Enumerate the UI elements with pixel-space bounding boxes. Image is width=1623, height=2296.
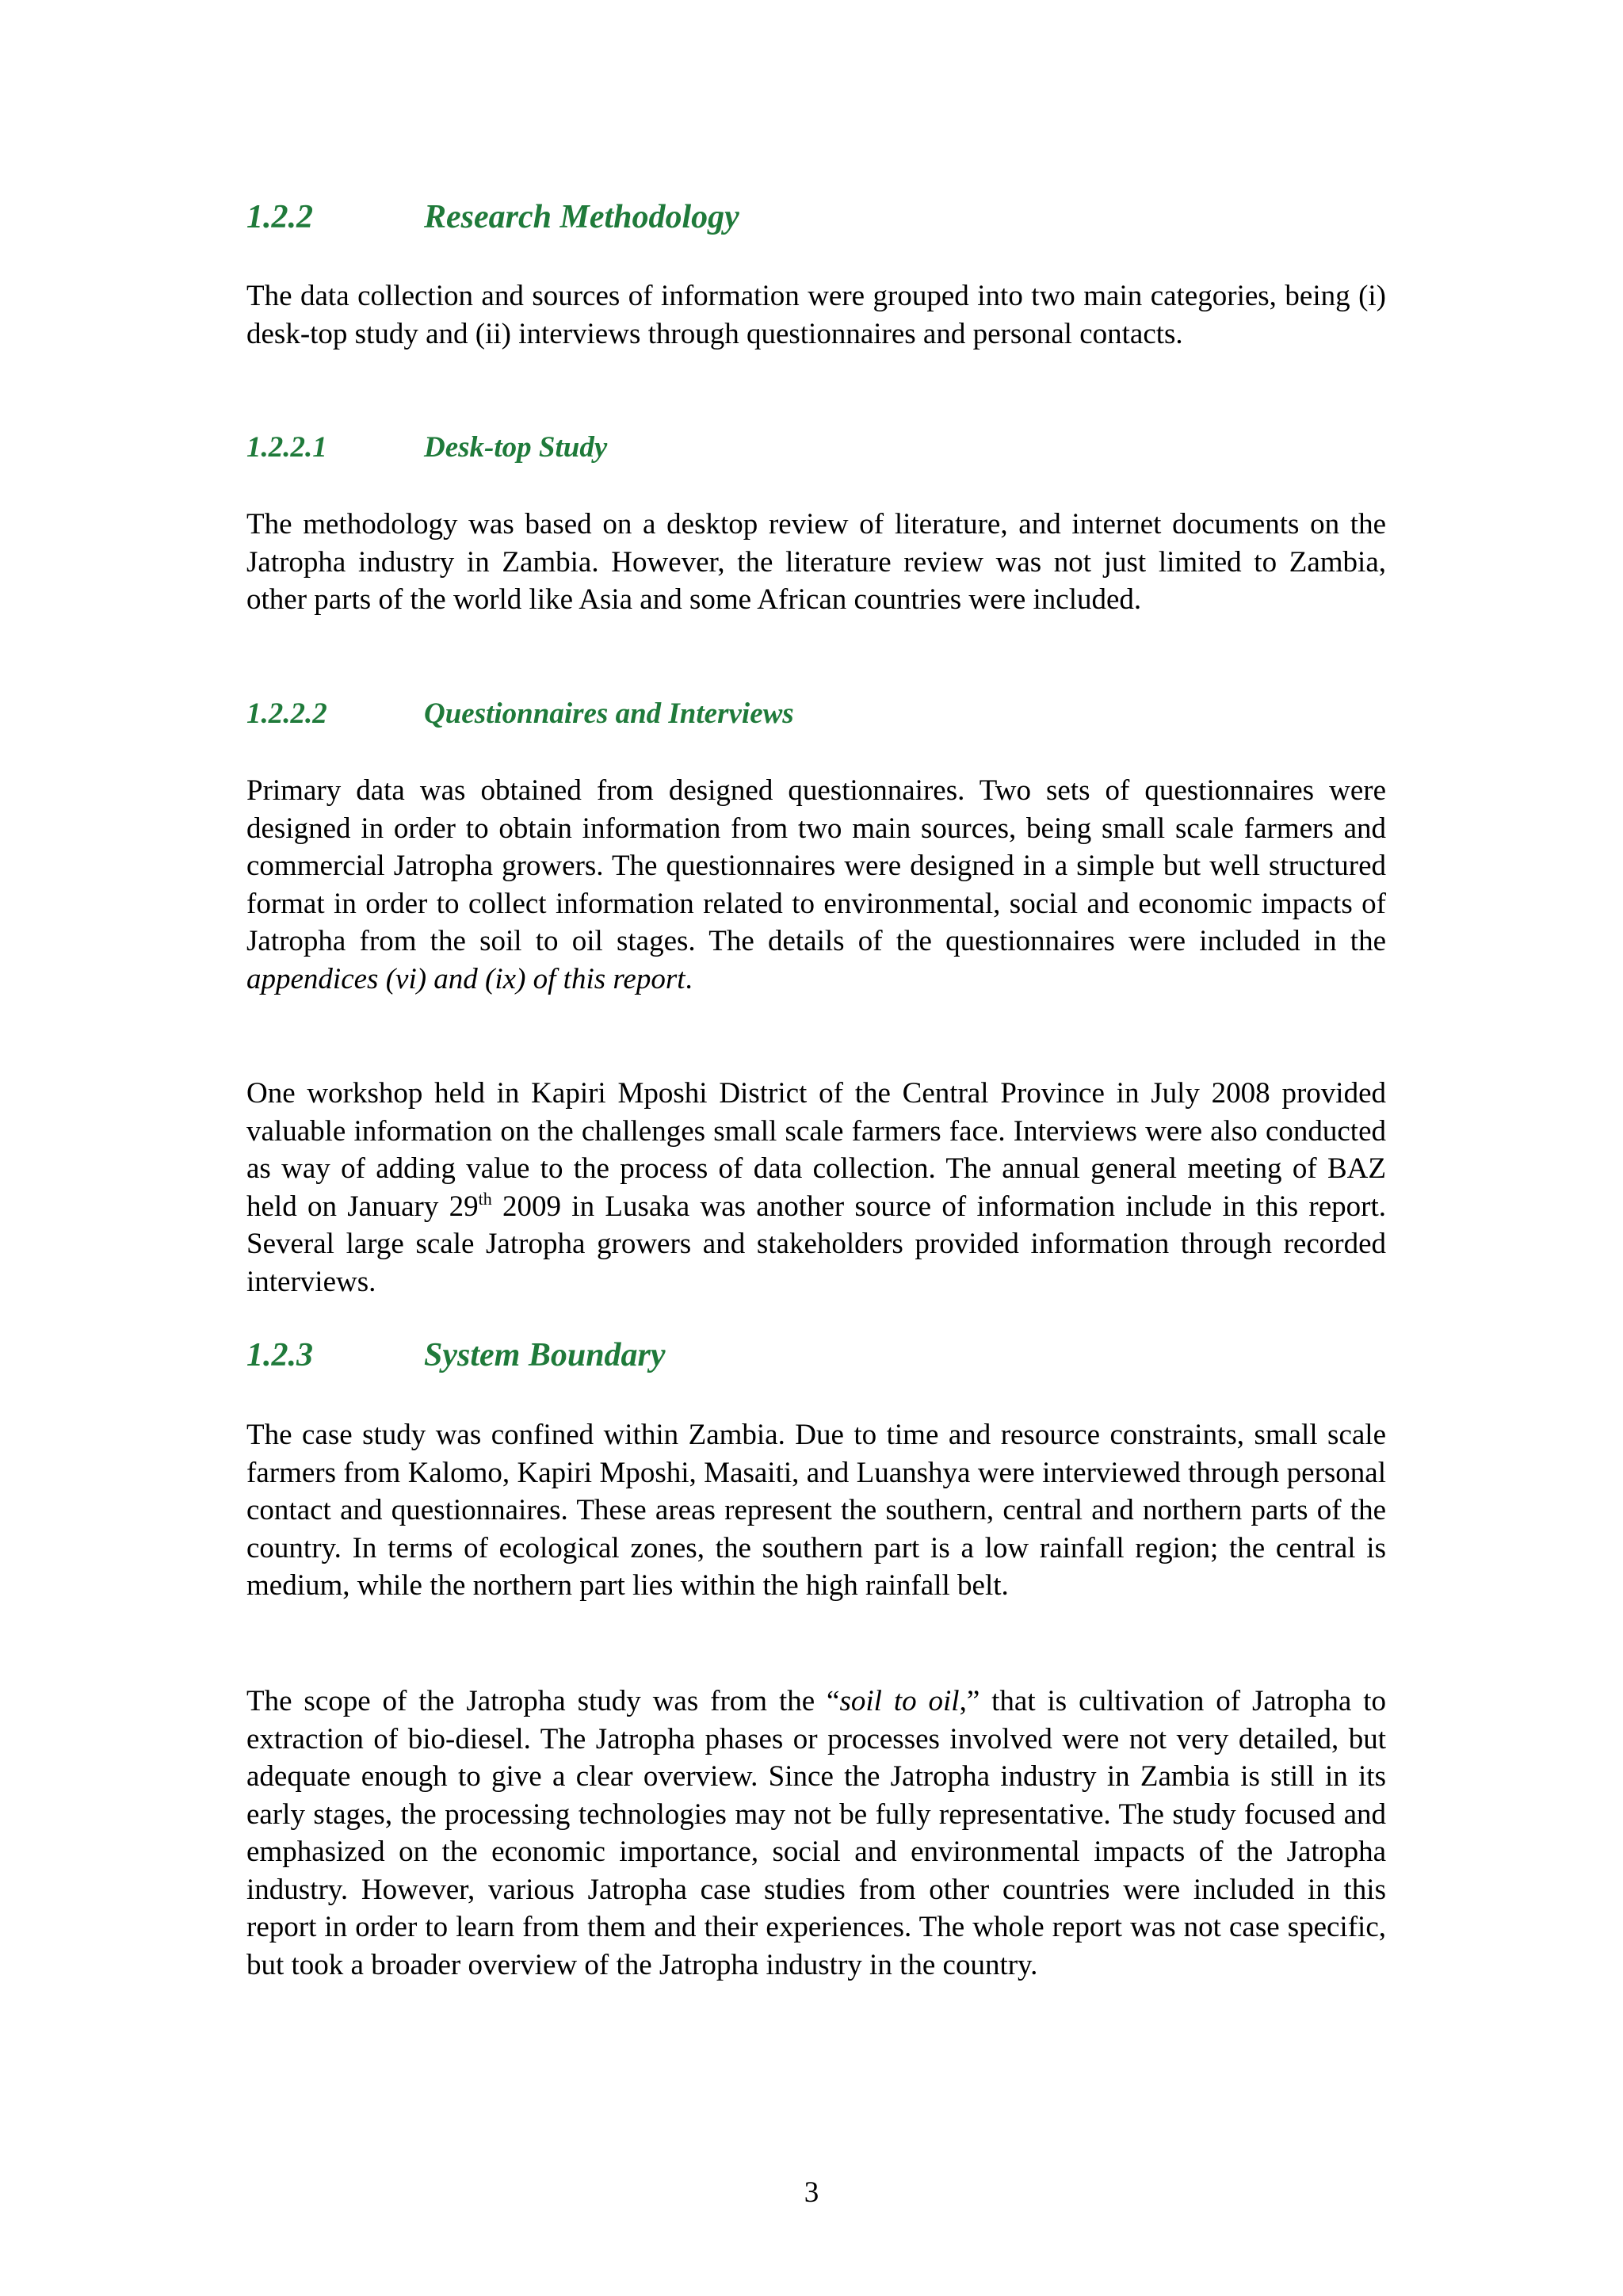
heading-title: Questionnaires and Interviews: [424, 697, 794, 730]
heading-number: 1.2.2.2: [246, 697, 327, 730]
appendices-reference: appendices (vi) and (ix) of this report: [246, 962, 685, 995]
paragraph-questionnaires: [246, 772, 1386, 998]
page-number: 3: [804, 2176, 819, 2209]
heading-research-methodology: [246, 198, 739, 236]
heading-number: 1.2.2: [246, 199, 313, 235]
paragraph-system-boundary: The case study was confined within Zambia. Due to time and resource constraints, small scale farmers from Kalomo, Kapiri Mposhi, Masaiti, and Luanshya were interviewed through personal contact and questionnaires. These areas represent the southern, central and northern parts of the country. In terms of ecological zones, the southern part is a low rainfall region; the central is medium, while the northern part lies within the high rainfall belt.: [246, 1419, 1386, 1602]
paragraph-research-methodology: The data collection and sources of information were grouped into two main categories, being (i) desk-top study and (ii) interviews through questionnaires and personal contacts.: [246, 280, 1386, 350]
paragraph-end: .: [685, 962, 693, 995]
paragraph-text: The scope of the Jatropha study was from the “: [246, 1685, 840, 1717]
paragraph-text: One workshop held in Kapiri Mposhi District of the Central Province in July 2008 provided valuable information on the challenges small scale farmers face. Interviews were also conducted as way of adding value to the process of data collection. The annual general meeting of BAZ held on January 29: [246, 1077, 1386, 1223]
paragraph-scope: [246, 1683, 1386, 1984]
paragraph-text: Primary data was obtained from designed questionnaires. Two sets of questionnaires were designed in order to obtain information from two main sources, being small scale farmers and commercial Jatropha growers. The questionnaires were designed in a simple but well structured format in order to collect information related to environmental, social and economic impacts of Jatropha from the soil to oil stages. The details of the questionnaires were included in the: [246, 774, 1386, 957]
heading-title: Research Methodology: [424, 199, 739, 235]
heading-number: 1.2.2.1: [246, 431, 327, 464]
paragraph-workshop: [246, 1075, 1386, 1301]
paragraph-desk-top-study: The methodology was based on a desktop review of literature, and internet documents on the Jatropha industry in Zambia. However, the literature review was not just limited to Zambia, other parts of the world like Asia and some African countries were included.: [246, 508, 1386, 616]
heading-system-boundary: [246, 1336, 666, 1374]
heading-desk-top-study: [246, 430, 607, 464]
ordinal-suffix: th: [478, 1188, 492, 1209]
paragraph-text: ,” that is cultivation of Jatropha to extraction of bio-diesel. The Jatropha phases or processes involved were not very detailed, but adequate enough to give a clear overview. Since the Jatropha industry in Zambia is still in its early stages, the processing technologies may not be fully representative. The study focused and emphasized on the economic importance, social and environmental impacts of the Jatropha industry. However, various Jatropha case studies from other countries were included in this report in order to learn from them and their experiences. The whole report was not case specific, but took a broader overview of the Jatropha industry in the country.: [246, 1685, 1386, 1981]
heading-title: System Boundary: [424, 1337, 666, 1373]
heading-number: 1.2.3: [246, 1337, 313, 1373]
paragraph-text: 2009 in Lusaka was another source of information include in this report. Several large scale Jatropha growers and stakeholders provided information through recorded interviews.: [246, 1190, 1386, 1298]
heading-questionnaires-interviews: [246, 697, 794, 731]
soil-to-oil-term: soil to oil: [839, 1685, 960, 1717]
heading-title: Desk-top Study: [424, 431, 608, 464]
